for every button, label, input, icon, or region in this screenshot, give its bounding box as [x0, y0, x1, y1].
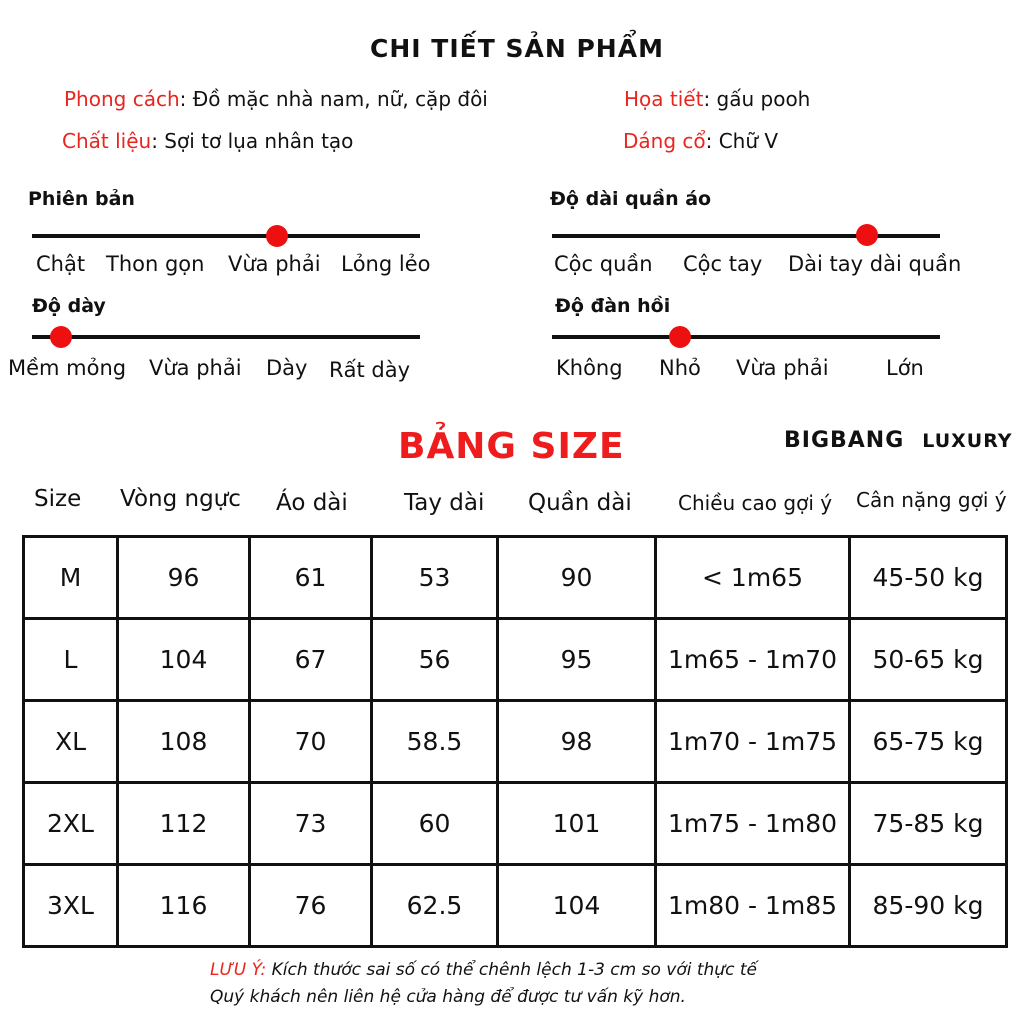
attr-style-value: : Đồ mặc nhà nam, nữ, cặp đôi: [179, 87, 488, 111]
table-cell: 62.5: [372, 865, 498, 947]
table-cell: 1m65 - 1m70: [656, 619, 850, 701]
table-cell: 85-90 kg: [850, 865, 1007, 947]
scale-elasticity-label: Độ đàn hồi: [555, 295, 671, 317]
table-row: [24, 783, 1007, 865]
attr-collar-value: : Chữ V: [705, 129, 779, 153]
table-cell: < 1m65: [656, 537, 850, 619]
scale-fit-marker: [266, 225, 288, 247]
attr-collar-key: Dáng cổ: [623, 129, 706, 153]
scale-fit-option: Thon gọn: [106, 252, 205, 276]
table-cell: 75-85 kg: [850, 783, 1007, 865]
column-header: Áo dài: [276, 490, 348, 516]
scale-thickness-option: Rất dày: [329, 358, 410, 382]
scale-length-track: [552, 234, 940, 238]
table-cell: 1m70 - 1m75: [656, 701, 850, 783]
scale-elasticity-option: Lớn: [886, 356, 924, 380]
table-cell: 104: [118, 619, 250, 701]
brand-logo: [784, 428, 1013, 453]
attr-material-value: : Sợi tơ lụa nhân tạo: [151, 129, 354, 153]
scale-fit-option: Chật: [36, 252, 86, 276]
table-cell: 108: [118, 701, 250, 783]
table-cell: 98: [498, 701, 656, 783]
scale-elasticity-option: Vừa phải: [736, 356, 829, 380]
scale-length-label: Độ dài quần áo: [550, 188, 712, 210]
brand-suffix: LUXURY: [922, 430, 1013, 452]
table-row: [24, 865, 1007, 947]
table-cell: 96: [118, 537, 250, 619]
scale-elasticity-option: Không: [556, 356, 623, 380]
table-cell: 45-50 kg: [850, 537, 1007, 619]
scale-thickness-option: Mềm mỏng: [8, 356, 127, 380]
table-cell: 73: [250, 783, 372, 865]
attr-pattern-value: : gấu pooh: [703, 87, 811, 111]
table-cell: XL: [24, 701, 118, 783]
table-cell: 104: [498, 865, 656, 947]
note-label: LƯU Ý:: [210, 960, 267, 980]
scale-length-option: Dài tay dài quần: [788, 252, 962, 276]
table-cell: 61: [250, 537, 372, 619]
scale-elasticity-track: [552, 335, 940, 339]
table-cell: 56: [372, 619, 498, 701]
attr-pattern: [624, 87, 810, 111]
table-cell: 50-65 kg: [850, 619, 1007, 701]
scale-fit-option: Lỏng lẻo: [341, 252, 431, 276]
table-row: [24, 537, 1007, 619]
scale-length-option: Cộc quần: [554, 252, 653, 276]
table-cell: 60: [372, 783, 498, 865]
table-cell: 116: [118, 865, 250, 947]
page-title: CHI TIẾT SẢN PHẨM: [370, 34, 664, 63]
scale-length-marker: [856, 224, 878, 246]
attr-material: [62, 129, 353, 153]
table-cell: 70: [250, 701, 372, 783]
table-cell: 67: [250, 619, 372, 701]
brand-name: BIGBANG: [784, 428, 905, 453]
column-header: Chiều cao gợi ý: [678, 491, 833, 515]
table-cell: 58.5: [372, 701, 498, 783]
size-table: [22, 535, 1008, 948]
scale-length-option: Cộc tay: [683, 252, 763, 276]
table-row: [24, 701, 1007, 783]
table-cell: 101: [498, 783, 656, 865]
table-cell: 1m75 - 1m80: [656, 783, 850, 865]
column-header: Quần dài: [528, 490, 632, 516]
scale-thickness-track: [32, 335, 420, 339]
table-cell: L: [24, 619, 118, 701]
column-header: Vòng ngực: [120, 486, 241, 512]
column-header: Cân nặng gợi ý: [856, 488, 1007, 512]
scale-fit-option: Vừa phải: [228, 252, 321, 276]
note-line-1: [210, 960, 757, 980]
table-cell: M: [24, 537, 118, 619]
table-cell: 2XL: [24, 783, 118, 865]
scale-fit-track: [32, 234, 420, 238]
scale-thickness-marker: [50, 326, 72, 348]
table-row: [24, 619, 1007, 701]
attr-style-key: Phong cách: [64, 87, 180, 111]
attr-collar: [623, 129, 778, 153]
note-text-1: Kích thước sai số có thể chênh lệch 1-3 cm so với thực tế: [266, 960, 757, 980]
note-line-2: Quý khách nên liên hệ cửa hàng để được tư vấn kỹ hơn.: [210, 987, 686, 1007]
attr-pattern-key: Họa tiết: [624, 87, 704, 111]
scale-thickness-label: Độ dày: [32, 295, 106, 317]
scale-fit-label: Phiên bản: [28, 188, 135, 210]
table-cell: 1m80 - 1m85: [656, 865, 850, 947]
table-cell: 112: [118, 783, 250, 865]
size-table-title: BẢNG SIZE: [398, 426, 625, 467]
scale-elasticity-marker: [669, 326, 691, 348]
column-header: Tay dài: [404, 490, 485, 516]
scale-thickness-option: Dày: [266, 356, 308, 380]
table-cell: 90: [498, 537, 656, 619]
table-cell: 3XL: [24, 865, 118, 947]
attr-style: [64, 87, 488, 111]
scale-elasticity-option: Nhỏ: [659, 356, 701, 380]
table-cell: 76: [250, 865, 372, 947]
table-cell: 65-75 kg: [850, 701, 1007, 783]
table-cell: 95: [498, 619, 656, 701]
attr-material-key: Chất liệu: [62, 129, 152, 153]
scale-thickness-option: Vừa phải: [149, 356, 242, 380]
table-cell: 53: [372, 537, 498, 619]
column-header: Size: [34, 486, 82, 512]
